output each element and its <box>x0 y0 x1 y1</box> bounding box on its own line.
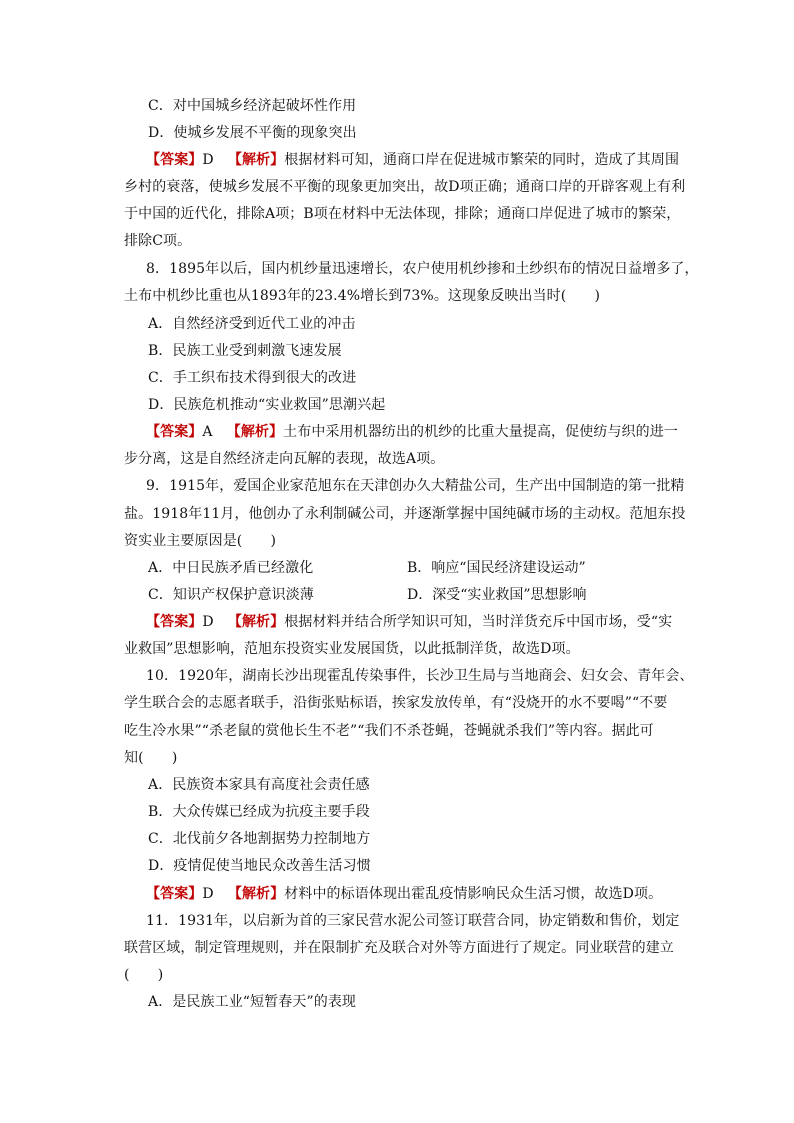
q7-option-d: D．使城乡发展不平衡的现象突出 <box>148 125 357 141</box>
q8-option-c: C．手工织布技术得到很大的改进 <box>148 370 357 386</box>
answer-tag: 【答案】 <box>146 614 203 630</box>
q11-stem-line2: 联营区域，制定管理规则，并在限制扩充及联合对外等方面进行了规定。同业联营的建立 <box>124 940 674 956</box>
answer-tag: 【答案】 <box>146 424 203 440</box>
q8-answer-line <box>146 423 678 441</box>
answer-tag: 【答案】 <box>146 152 203 168</box>
q9-stem-line2: 盐。1918年11月，他创办了永利制碱公司，并逐渐掌握中国纯碱市场的主动权。范旭东投 <box>124 506 686 522</box>
q10-answer: D <box>202 886 214 902</box>
q10-option-a: A．民族资本家具有高度社会责任感 <box>148 777 370 793</box>
q7-explanation-line2: 乡村的衰落，使城乡发展不平衡的现象更加突出，故D项正确；通商口岸的开辟客观上有利 <box>124 179 686 195</box>
q8-option-b: B．民族工业受到刺激飞速发展 <box>148 343 342 359</box>
q8-option-d: D．民族危机推动“实业救国”思潮兴起 <box>148 397 386 413</box>
q10-explanation: 材料中的标语体现出霍乱疫情影响民众生活习惯，故选D项。 <box>284 886 663 902</box>
q10-stem-line4: 知( ) <box>124 750 178 766</box>
q9-stem-line3: 资实业主要原因是( ) <box>124 533 277 549</box>
q7-explanation-line4: 排除C项。 <box>124 233 192 249</box>
q8-stem: 8．1895年以后，国内机纱量迅速增长，农户使用机纱掺和土纱织布的情况日益增多了， <box>146 261 699 277</box>
q9-option-c: C．知识产权保护意识淡薄 <box>148 587 314 603</box>
q9-explanation-line2: 业救国”思想影响，范旭东投资实业发展国货，以此抵制洋货，故选D项。 <box>124 641 580 657</box>
q7-answer: D <box>202 152 214 168</box>
analysis-tag: 【解析】 <box>227 614 285 630</box>
q8-explanation: 土布中采用机器纺出的机纱的比重大量提高，促使纺与织的进一 <box>283 424 678 440</box>
q11-stem: 11．1931年，以启新为首的三家民营水泥公司签订联营合同，协定销数和售价，划定 <box>146 913 680 929</box>
analysis-tag: 【解析】 <box>227 152 285 168</box>
q9-option-b: B．响应“国民经济建设运动” <box>407 560 586 576</box>
q7-answer-line <box>146 151 679 169</box>
q10-stem-line3: 吃生冷水果”“杀老鼠的赏他长生不老”“我们不杀苍蝇，苍蝇就杀我们”等内容。据此可 <box>124 723 654 739</box>
q10-stem-line2: 学生联合会的志愿者联手，沿街张贴标语，挨家发放传单，有“没烧开的水不要喝”“不要 <box>124 695 668 711</box>
q9-stem: 9．1915年，爱国企业家范旭东在天津创办久大精盐公司，生产出中国制造的第一批精 <box>146 478 685 494</box>
q8-option-a: A．自然经济受到近代工业的冲击 <box>148 316 356 332</box>
q7-option-c: C．对中国城乡经济起破坏性作用 <box>148 98 357 114</box>
q9-answer-line <box>146 613 672 631</box>
q8-stem-line2: 土布中机纱比重也从1893年的23.4%增长到73%。这现象反映出当时( ) <box>124 288 601 304</box>
q8-answer: A <box>202 424 213 440</box>
q10-option-d: D．疫情促使当地民众改善生活习惯 <box>148 858 371 874</box>
analysis-tag: 【解析】 <box>227 886 285 902</box>
analysis-tag: 【解析】 <box>226 424 284 440</box>
q11-stem-line3: ( ) <box>124 967 164 983</box>
q9-answer: D <box>202 614 214 630</box>
q9-option-d: D．深受“实业救国”思想影响 <box>407 587 587 603</box>
q9-option-a: A．中日民族矛盾已经激化 <box>148 560 314 576</box>
q9-explanation: 根据材料并结合所学知识可知，当时洋货充斥中国市场，受“实 <box>284 614 673 630</box>
q10-answer-line <box>146 885 662 903</box>
q7-explanation-line3: 于中国的近代化，排除A项；B项在材料中无法体现，排除；通商口岸促进了城市的繁荣， <box>124 206 681 222</box>
answer-tag: 【答案】 <box>146 886 203 902</box>
q11-option-a: A．是民族工业“短暂春天”的表现 <box>148 994 357 1010</box>
q10-option-b: B．大众传媒已经成为抗疫主要手段 <box>148 804 370 820</box>
q7-explanation: 根据材料可知，通商口岸在促进城市繁荣的同时，造成了其周围 <box>284 152 680 168</box>
q8-explanation-line2: 步分离，这是自然经济走向瓦解的表现，故选A项。 <box>124 451 445 467</box>
q10-option-c: C．北伐前夕各地割据势力控制地方 <box>148 831 371 847</box>
q10-stem: 10．1920年，湖南长沙出现霍乱传染事件，长沙卫生局与当地商会、妇女会、青年会、 <box>146 668 694 684</box>
